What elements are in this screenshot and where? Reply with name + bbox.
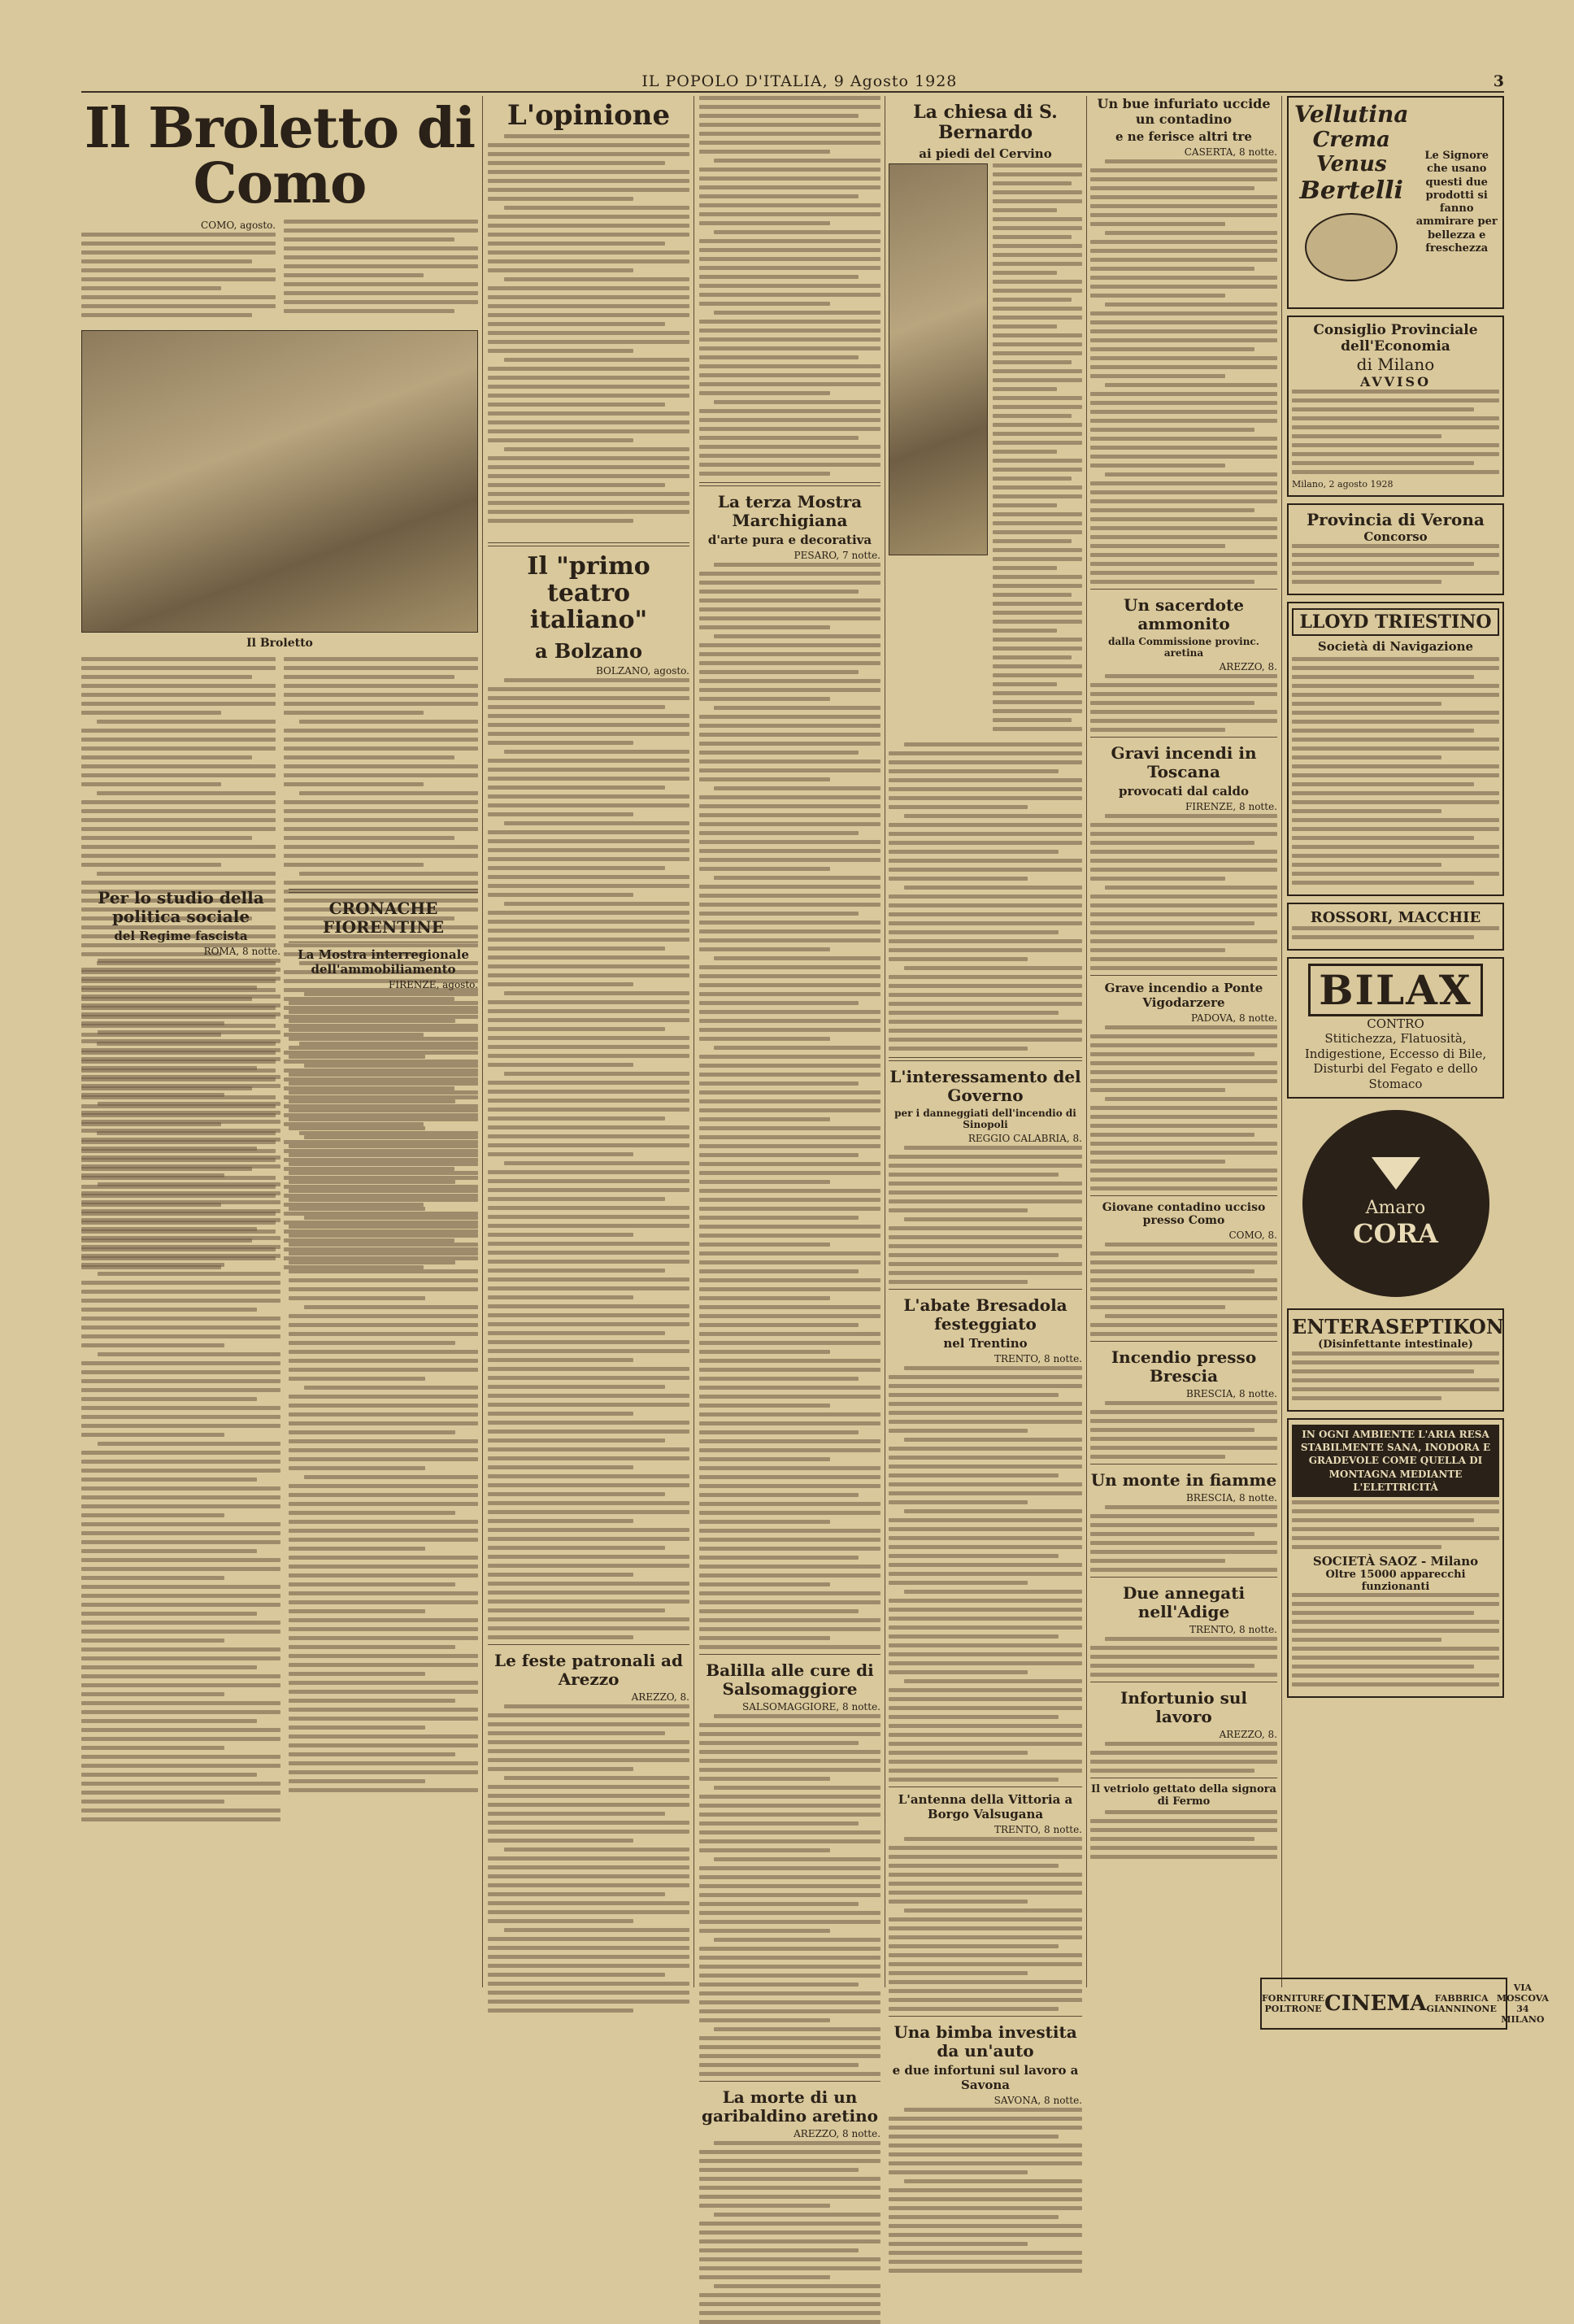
article-text	[699, 96, 880, 476]
article-text	[488, 678, 689, 1639]
dateline: BRESCIA, 8 notte.	[1185, 1388, 1277, 1399]
article-text	[1090, 1637, 1277, 1677]
article-text	[889, 1146, 1082, 1284]
ad-cora-emblem	[1302, 1110, 1489, 1297]
ad-bilax-sub: CONTRO	[1367, 1016, 1424, 1031]
column-four	[699, 96, 880, 2139]
divider	[699, 2081, 880, 2082]
article-text	[488, 134, 689, 523]
headline-annegati: Due annegati nell'Adige	[1122, 1583, 1246, 1621]
article-text	[889, 1366, 1082, 1782]
headline-bresadola: L'abate Bresadola festeggiato	[903, 1295, 1067, 1334]
headline-politica-sociale: Per lo studio della politica sociale	[98, 888, 264, 926]
ad-verona	[1287, 503, 1504, 595]
subheadline: e ne ferisce altri tre	[1115, 129, 1252, 144]
dateline: SAVONA, 8 notte.	[994, 2094, 1082, 2106]
dateline: AREZZO, 8 notte.	[794, 2128, 880, 2139]
page-number: 3	[1493, 72, 1504, 90]
article-text	[289, 992, 478, 1792]
photo-caption: Il Broletto	[246, 637, 313, 650]
ad-enteraseptikon-title: ENTERASEPTIKON	[1292, 1314, 1504, 1338]
divider	[1090, 589, 1277, 590]
dateline: SALSOMAGGIORE, 8 notte.	[741, 1701, 880, 1713]
ad-enteraseptikon	[1287, 1308, 1504, 1412]
subheadline: provocati dal caldo	[1119, 784, 1249, 799]
ad-cora-title: Amaro	[1365, 1198, 1426, 1219]
ad-cinema-left: FORNITURE POLTRONE	[1262, 1993, 1325, 2014]
ad-cinema	[1260, 1978, 1549, 2030]
ad-saoz	[1287, 1418, 1504, 1698]
ad-text	[1292, 1500, 1499, 1549]
dateline: TRENTO, 8 notte.	[994, 1823, 1082, 1835]
divider	[889, 1289, 1082, 1290]
divider	[488, 1644, 689, 1645]
headline-antenna: L'antenna della Vittoria a Borgo Valsugana	[898, 1791, 1073, 1821]
subheadline: d'arte pura e decorativa	[707, 533, 872, 547]
ad-verona-sub: Concorso	[1363, 529, 1428, 544]
article-text	[993, 163, 1082, 736]
ad-cora-name: CORA	[1353, 1218, 1438, 1250]
headline-feste-arezzo: Le feste patronali ad Arezzo	[494, 1650, 683, 1689]
divider	[488, 542, 689, 546]
ad-saoz-headline: IN OGNI AMBIENTE L'ARIA RESA STABILMENTE SANA, INODORA E GRADEVOLE COME QUELLA DI MONTAGNA MEDIANTE L'ELETTRICITÀ	[1292, 1425, 1499, 1497]
headline-mostra-marchigiana: La terza Mostra Marchigiana	[717, 492, 863, 530]
dateline: CASERTA, 8 notte.	[1184, 146, 1277, 158]
subheadline: nel Trentino	[943, 1335, 1028, 1351]
dateline: AREZZO, 8.	[1219, 1729, 1277, 1740]
subheadline: La Mostra interregionale dell'ammobiliamento	[298, 947, 469, 977]
ad-consiglio-sign: Milano, 2 agosto 1928	[1292, 479, 1394, 490]
column-six	[1090, 96, 1277, 1987]
ad-enteraseptikon-sub: (Disinfettante intestinale)	[1318, 1338, 1473, 1351]
column-cronache-fiorentine	[289, 882, 478, 1987]
article-text	[1090, 814, 1277, 970]
divider	[699, 1654, 880, 1655]
ad-text	[1292, 390, 1499, 474]
ad-text	[1292, 926, 1499, 939]
ad-cinema-center: FABBRICA GIANNINONE	[1426, 1993, 1497, 2014]
ad-text	[1292, 544, 1499, 584]
article-text	[889, 2108, 1082, 2273]
ad-text	[1292, 657, 1499, 885]
article-text	[1090, 159, 1277, 584]
subheadline: per i danneggiati dell'incendio di Sinopoli	[894, 1107, 1076, 1130]
ad-bilax-line: Stitichezza, Flatuosità, Indigestione, Eccesso di Bile, Disturbi del Fegato e dello Stomaco	[1304, 1030, 1487, 1091]
ad-rossori-title: ROSSORI, MACCHIE	[1310, 908, 1481, 926]
ad-lloyd-sub: Società di Navigazione	[1317, 638, 1474, 654]
ad-text	[1292, 1593, 1499, 1686]
dateline: PESARO, 7 notte.	[794, 550, 880, 561]
dateline: FIRENZE, 8 notte.	[1185, 801, 1277, 812]
article-text	[889, 1837, 1082, 2011]
headline-interessamento: L'interessamento del Governo	[889, 1066, 1081, 1105]
ad-consiglio-avviso: AVVISO	[1359, 374, 1432, 390]
ad-verona-title: Provincia di Verona	[1307, 509, 1485, 529]
dateline: AREZZO, 8.	[631, 1691, 689, 1703]
article-text	[699, 1714, 880, 2076]
article-text	[1090, 1810, 1277, 1859]
ad-text	[1292, 1351, 1499, 1400]
broletto-photo	[81, 330, 478, 650]
ad-rossori	[1287, 903, 1504, 951]
headline-broletto: Il Broletto di Como	[84, 96, 476, 216]
ad-saoz-company: SOCIETÀ SAOZ - Milano	[1312, 1553, 1479, 1569]
ad-vellutina	[1287, 96, 1504, 309]
dateline: REGGIO CALABRIA, 8.	[967, 1132, 1082, 1144]
subheadline: ai piedi del Cervino	[919, 146, 1052, 161]
ad-consiglio-title: Consiglio Provinciale dell'Economia	[1313, 322, 1478, 355]
article-text	[81, 233, 276, 317]
ad-lloyd-title: LLOYD TRIESTINO	[1292, 608, 1499, 636]
headline-contadino-como: Giovane contadino ucciso presso Como	[1102, 1201, 1266, 1227]
arrow-down-icon	[1372, 1157, 1420, 1190]
dateline: COMO, 8.	[1228, 1229, 1277, 1241]
dateline: TRENTO, 8 notte.	[1189, 1624, 1277, 1635]
ad-saoz-count: Oltre 15000 apparecchi funzionanti	[1325, 1568, 1466, 1593]
column-politica-sociale	[81, 882, 280, 1987]
subheadline: e due infortuni sul lavoro a Savona	[892, 2062, 1079, 2092]
divider	[1090, 737, 1277, 738]
headline-cronache: CRONACHE FIORENTINE	[323, 899, 444, 937]
column-rule	[1281, 96, 1282, 1987]
article-text	[1090, 1742, 1277, 1773]
divider	[1090, 1341, 1277, 1342]
ad-vellutina-line1: Vellutina	[1294, 101, 1409, 128]
dateline: PADOVA, 8 notte.	[1191, 1012, 1277, 1024]
ad-cinema-right: VIA MOSCOVA 34 MILANO	[1496, 1982, 1549, 2025]
ad-cora	[1287, 1105, 1504, 1302]
column-rule	[482, 96, 483, 1987]
article-text	[488, 1704, 689, 2013]
headline-infortunio: Infortunio sul lavoro	[1120, 1688, 1247, 1726]
subheadline: dalla Commissione provinc. aretina	[1108, 636, 1259, 659]
article-text	[1090, 674, 1277, 732]
ad-bilax-title: BILAX	[1308, 964, 1483, 1016]
dateline: BRESCIA, 8 notte.	[1185, 1492, 1277, 1504]
divider	[889, 1057, 1082, 1061]
ad-consiglio	[1287, 316, 1504, 497]
divider	[699, 482, 880, 486]
dateline: BOLZANO, agosto.	[596, 664, 689, 677]
dateline: TRENTO, 8 notte.	[994, 1352, 1082, 1364]
subheadline: a Bolzano	[535, 639, 642, 664]
headline-incendio-brescia: Incendio presso Brescia	[1111, 1347, 1257, 1386]
divider	[1090, 1577, 1277, 1578]
dateline: FIRENZE, agosto.	[389, 979, 478, 990]
headline-bimba: Una bimba investita da un'auto	[894, 2022, 1077, 2061]
subheadline: del Regime fascista	[114, 929, 248, 943]
article-text	[1090, 1505, 1277, 1572]
divider	[1090, 975, 1277, 976]
headline-incendi-toscana: Gravi incendi in Toscana	[1111, 743, 1257, 781]
headline-balilla: Balilla alle cure di Salsomaggiore	[706, 1660, 874, 1699]
masthead	[81, 72, 1504, 93]
article-text	[699, 563, 880, 1649]
divider	[889, 2016, 1082, 2017]
dateline: COMO, agosto.	[201, 220, 276, 231]
cream-jar-icon	[1305, 213, 1398, 281]
headline-bue: Un bue infuriato uccide un contadino	[1097, 96, 1271, 127]
headline-opinione: L'opinione	[507, 99, 671, 132]
ad-lloyd	[1287, 602, 1504, 896]
headline-garibaldino: La morte di un garibaldino aretino	[702, 2087, 878, 2126]
dateline: ROMA, 8 notte.	[203, 946, 280, 957]
article-text	[1090, 1243, 1277, 1336]
headline-monte-fiamme: Un monte in fiamme	[1090, 1470, 1277, 1490]
article-text	[889, 742, 1082, 1051]
ad-consiglio-city: di Milano	[1356, 355, 1435, 374]
column-five	[889, 96, 1082, 2106]
headline-vetriolo: Il vetriolo gettato della signora di Fermo	[1091, 1783, 1276, 1808]
headline-chiesa-bernardo: La chiesa di S. Bernardo	[913, 102, 1058, 144]
chiesa-photo	[889, 163, 988, 555]
article-text	[81, 959, 280, 1821]
dateline: AREZZO, 8.	[1219, 661, 1277, 672]
divider	[289, 889, 478, 893]
headline-vigodarzere: Grave incendio a Ponte Vigodarzere	[1104, 981, 1263, 1010]
ad-vellutina-line3: Bertelli	[1299, 176, 1403, 205]
ad-vellutina-line2: Crema Venus	[1312, 128, 1390, 176]
divider	[1090, 1195, 1277, 1196]
headline-sacerdote: Un sacerdote ammonito	[1124, 595, 1244, 633]
article-text	[284, 220, 478, 313]
column-advertisements	[1287, 96, 1504, 1987]
article-text	[1090, 1401, 1277, 1459]
column-opinione	[488, 96, 689, 1987]
ad-cinema-title: CINEMA	[1324, 1991, 1427, 2016]
article-text	[699, 2141, 880, 2324]
masthead-title: IL POPOLO D'ITALIA, 9 Agosto 1928	[641, 72, 958, 90]
ad-vellutina-side: Le Signore che usano questi due prodotti si fanno ammirare per bellezza e freschezza	[1415, 150, 1498, 255]
column-rule	[1086, 96, 1087, 1987]
article-text	[1090, 1025, 1277, 1190]
headline-primo-teatro: Il "primo teatro italiano"	[527, 552, 650, 635]
ad-bilax	[1287, 957, 1504, 1099]
